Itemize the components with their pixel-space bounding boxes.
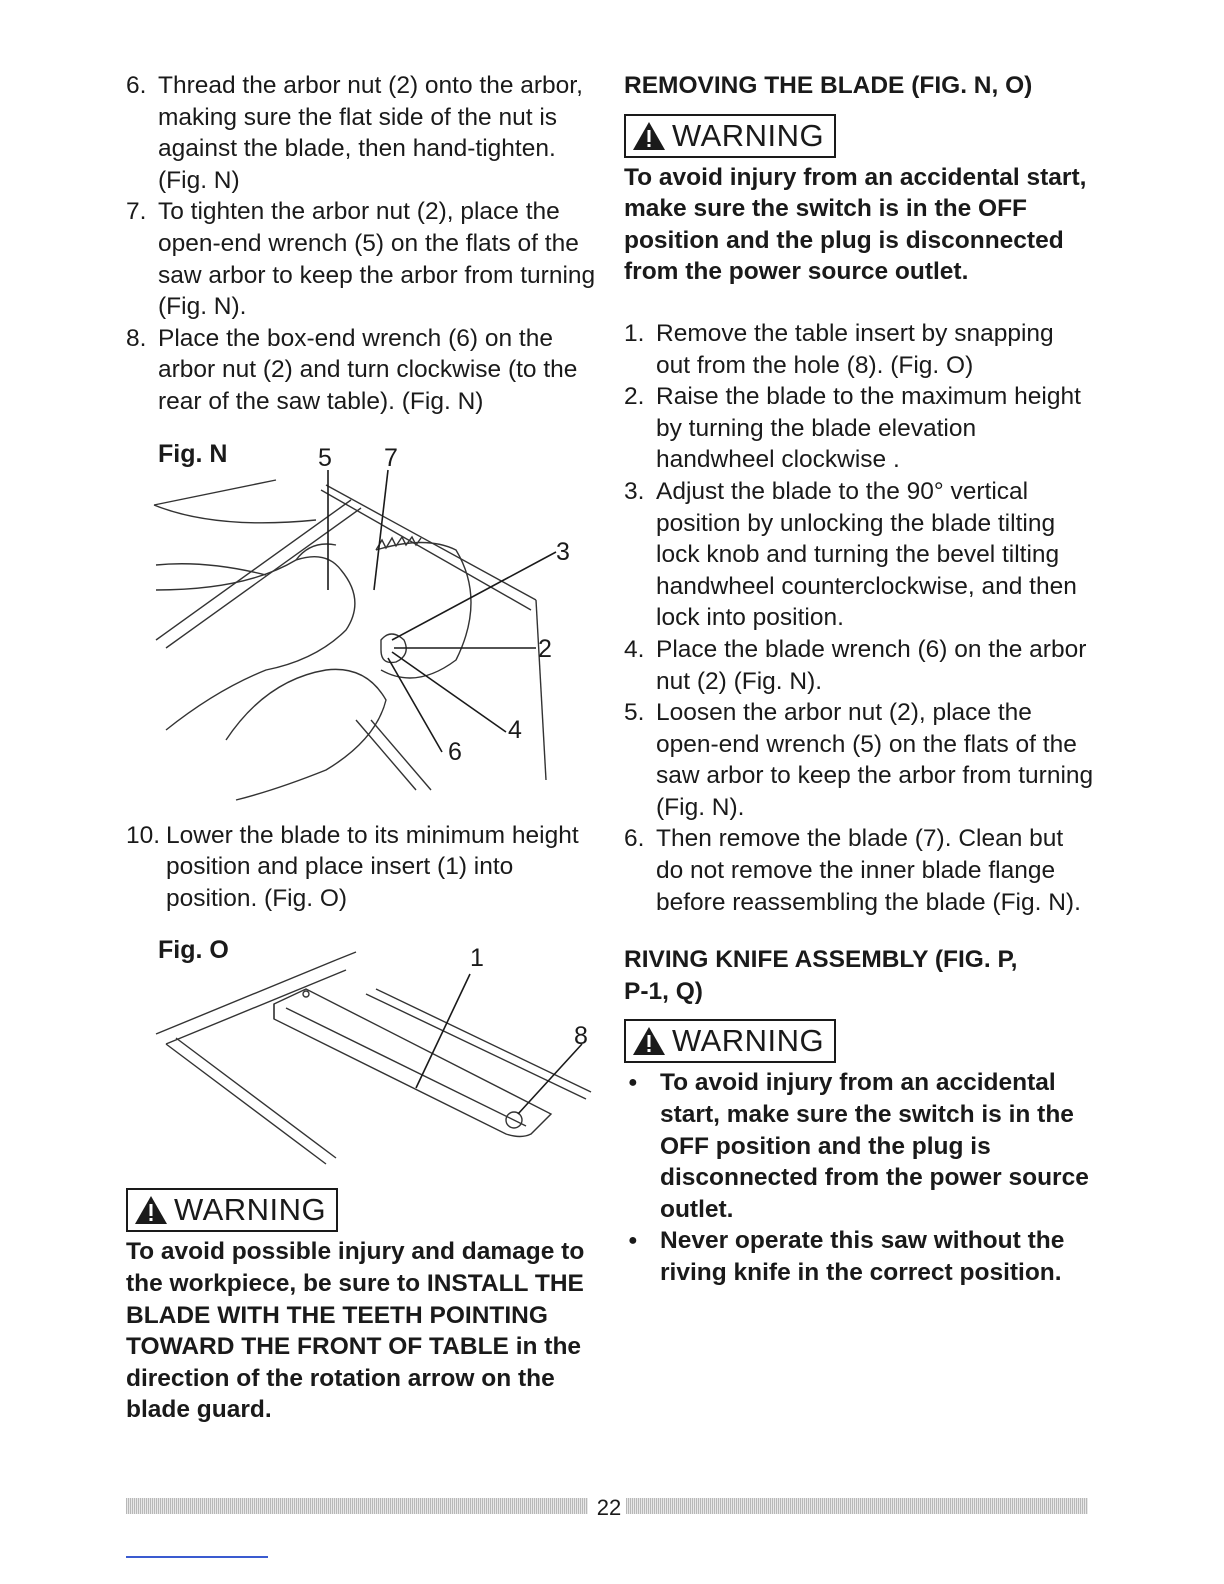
step-number: 3. [624, 477, 645, 505]
step-text: Thread the arbor nut (2) onto the arbor, making sure the flat side of the nut is against the blade, then hand-tighten. (Fig. N) [158, 72, 583, 194]
warning-triangle-icon [632, 1026, 666, 1056]
warning-bullet-1 [624, 1067, 1094, 1225]
removing-step-5 [624, 697, 1094, 823]
step-text: To tighten the arbor nut (2), place the open-end wrench (5) on the flats of the saw arbor to keep the arbor from turning (Fig. N). [158, 198, 596, 321]
page-number: 22 [596, 1495, 622, 1520]
figure-label: Fig. N [158, 439, 228, 468]
callout-3: 3 [556, 537, 570, 566]
footer-bar-left [126, 1498, 588, 1514]
step-7 [126, 196, 596, 322]
callout-5: 5 [318, 443, 332, 472]
step-text: Lower the blade to its minimum height position and place insert (1) into position. (Fig. O) [166, 821, 579, 912]
page-footer [126, 1495, 1088, 1521]
step-text: Then remove the blade (7). Clean but do not remove the inner blade flange before reassembling the blade (Fig. N). [656, 825, 1081, 916]
step-10 [126, 820, 596, 915]
step-text: Remove the table insert by snapping out from the hole (8). (Fig. O) [656, 319, 1054, 379]
step-number: 6. [624, 825, 645, 853]
warning-bullets [624, 1067, 1094, 1288]
step-number: 10. [126, 821, 161, 849]
warning-bullet-2 [624, 1225, 1094, 1288]
warning-install-blade [126, 1188, 596, 1426]
callout-2: 2 [538, 634, 552, 663]
removing-step-4 [624, 634, 1094, 697]
warning-text: To avoid injury from an accidental start, make sure the switch is in the OFF position and the plug is disconnected from the power source outlet. [624, 163, 1087, 286]
bullet-text: Never operate this saw without the riving knife in the correct position. [660, 1227, 1065, 1286]
step-text: Raise the blade to the maximum height by turning the blade elevation handwheel clockwise . [656, 383, 1081, 474]
section-heading-riving-knife: RIVING KNIFE ASSEMBLY (FIG. P, P-1, Q) [624, 946, 1018, 1005]
step-8 [126, 323, 596, 418]
figure-n-illustration [126, 440, 596, 812]
removing-steps-list [624, 318, 1094, 918]
warning-text: To avoid possible injury and damage to the workpiece, be sure to INSTALL THE BLADE WITH THE TEETH POINTING TOWARD THE FRONT OF TABLE in the direction of the rotation arrow on the blade guard. [126, 1238, 585, 1424]
step-text: Loosen the arbor nut (2), place the open-end wrench (5) on the flats of the saw arbor to keep the arbor from turning (Fig. N). [656, 699, 1094, 821]
figure-label: Fig. O [158, 936, 229, 965]
figure-o [126, 934, 596, 1186]
right-column [624, 70, 1094, 1289]
bullet-text: To avoid injury from an accidental start, make sure the switch is in the OFF position and the plug is disconnected from the power source outlet. [660, 1069, 1089, 1223]
page-underline [126, 1556, 268, 1558]
step-number: 7. [126, 198, 147, 226]
removing-step-2 [624, 381, 1094, 476]
footer-bar-right [626, 1498, 1088, 1514]
figure-o-illustration [126, 934, 596, 1186]
callout-8: 8 [574, 1022, 588, 1051]
warning-label-box [624, 114, 836, 158]
step-number: 6. [126, 72, 147, 99]
step-number: 2. [624, 383, 645, 411]
step-6 [126, 70, 596, 196]
removing-step-1 [624, 318, 1094, 381]
warning-label: WARNING [672, 1023, 825, 1059]
warning-triangle-icon [632, 121, 666, 151]
step-text: Place the blade wrench (6) on the arbor nut (2) (Fig. N). [656, 635, 1087, 695]
bullet-dot-icon: ● [628, 1232, 638, 1250]
removing-step-6 [624, 823, 1094, 918]
warning-label-box [624, 1019, 836, 1063]
step-number: 1. [624, 319, 645, 347]
steps-list-top [126, 70, 596, 418]
warning-accidental-start [624, 114, 1094, 288]
warning-label: WARNING [672, 117, 825, 153]
section-heading-removing-blade: REMOVING THE BLADE (FIG. N, O) [624, 72, 1033, 99]
callout-1: 1 [470, 944, 484, 973]
warning-label: WARNING [174, 1192, 327, 1228]
removing-step-3 [624, 476, 1094, 634]
step-text: Place the box-end wrench (6) on the arbor nut (2) and turn clockwise (to the rear of the saw table). (Fig. N) [158, 324, 578, 415]
step-number: 5. [624, 699, 645, 727]
left-column [126, 70, 596, 1426]
warning-label-box [126, 1188, 338, 1232]
warning-triangle-icon [134, 1195, 168, 1225]
figure-n [126, 440, 596, 812]
callout-7: 7 [384, 443, 398, 472]
callout-4: 4 [508, 715, 522, 744]
bullet-dot-icon: ● [628, 1074, 638, 1092]
step-number: 4. [624, 635, 645, 663]
callout-6: 6 [448, 737, 462, 766]
step-text: Adjust the blade to the 90° vertical position by unlocking the blade tilting lock knob and turning the bevel tilting handwheel counterclockwise, and then lock into position. [656, 477, 1077, 632]
warning-riving-knife [624, 1019, 1094, 1288]
step-number: 8. [126, 324, 147, 352]
